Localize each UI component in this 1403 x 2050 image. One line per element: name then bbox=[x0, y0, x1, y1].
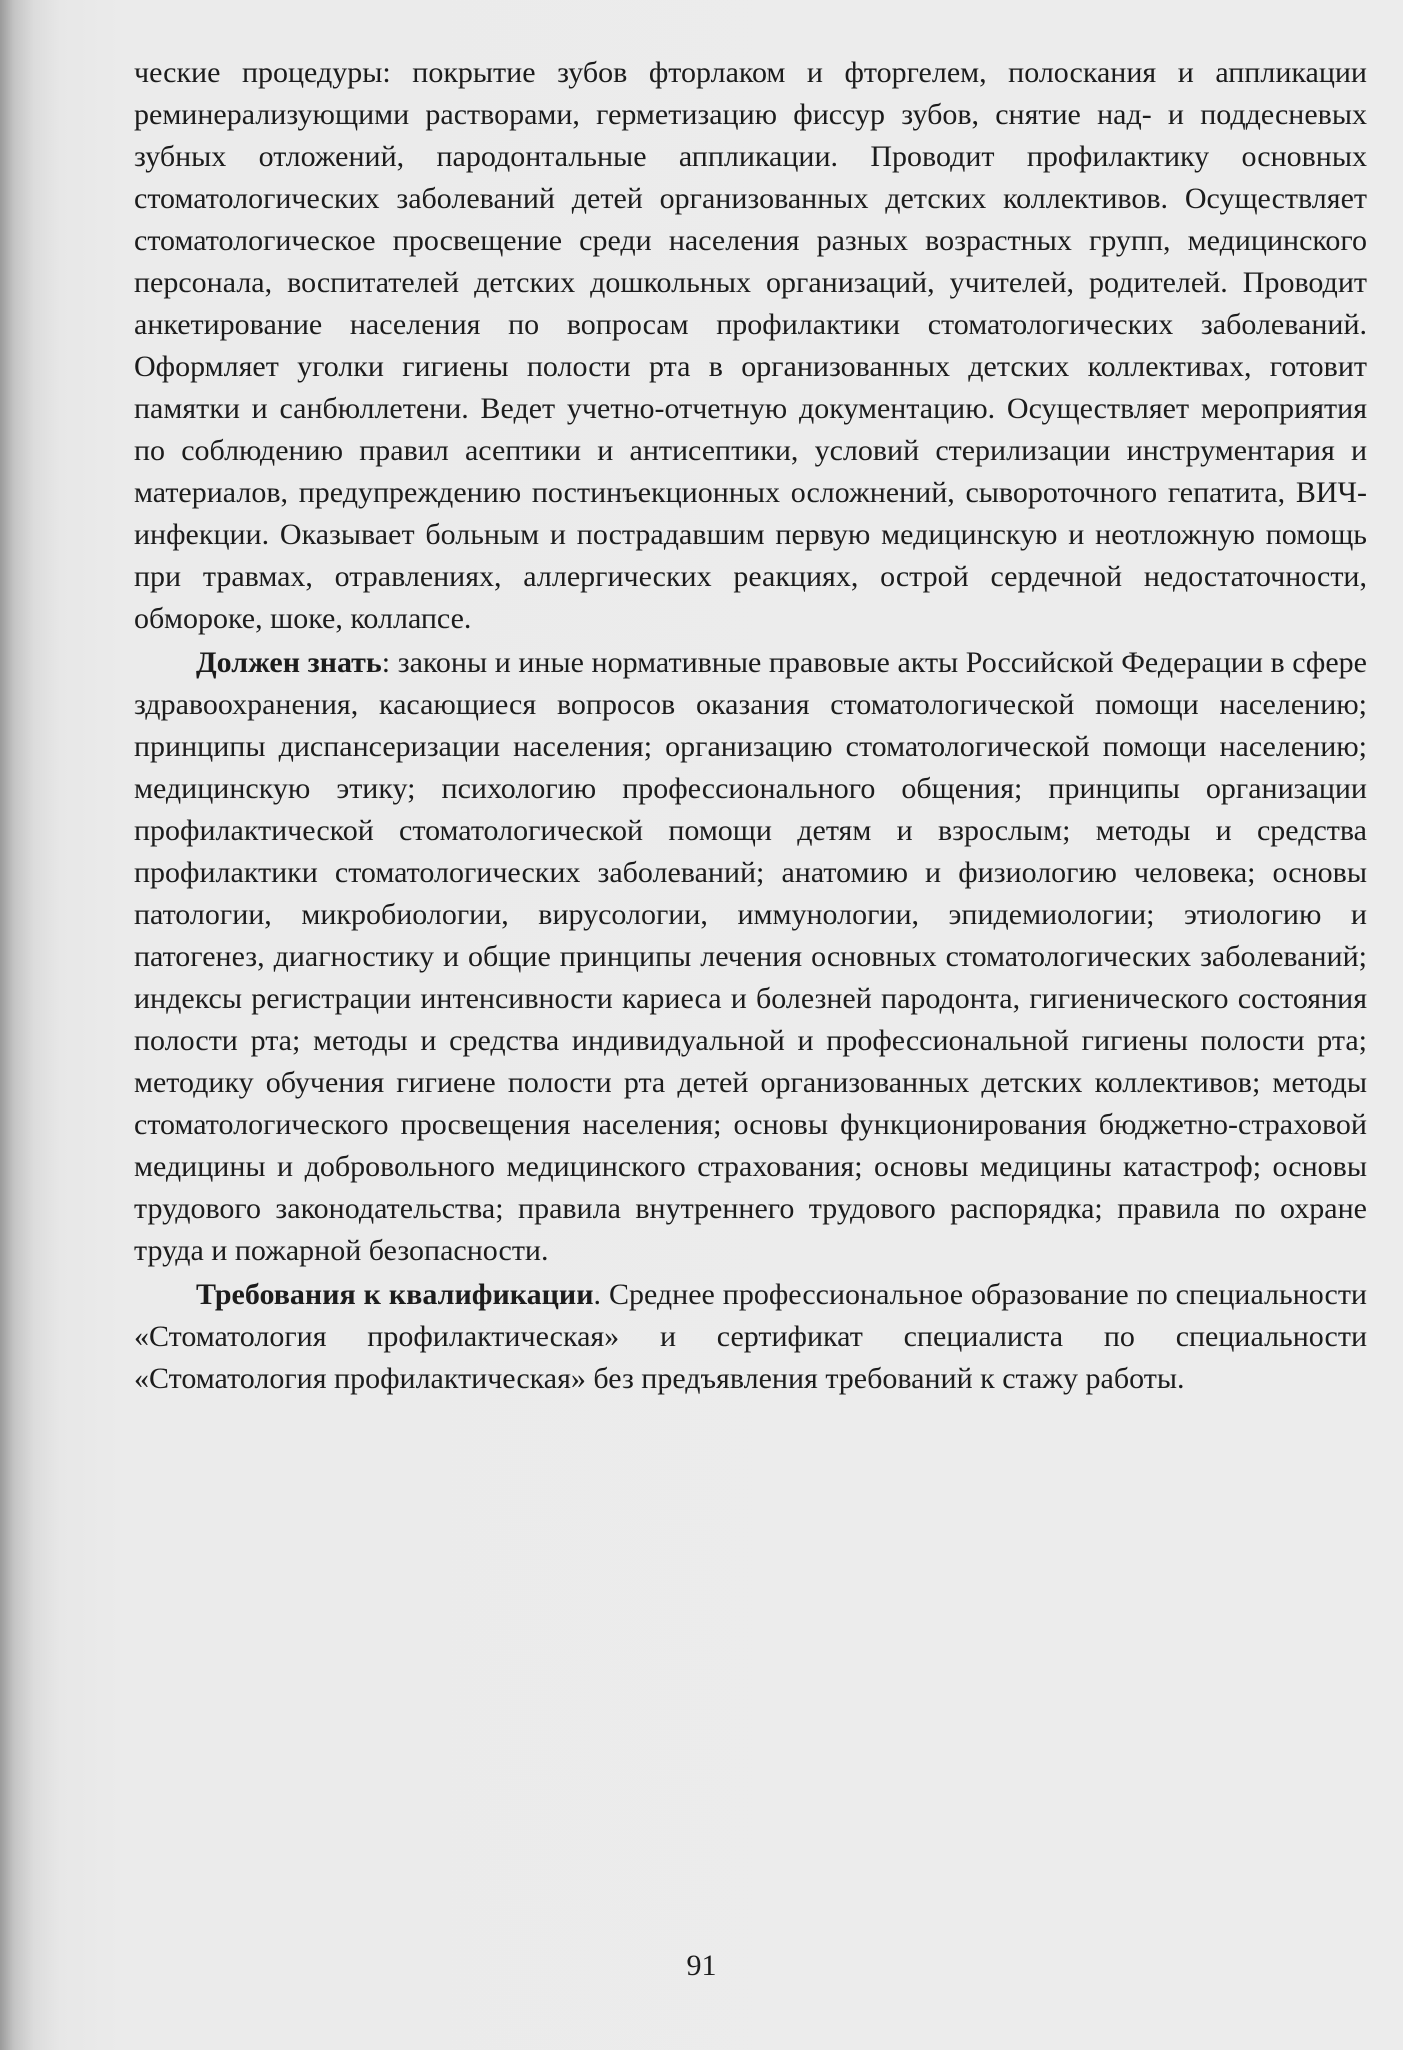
must-know-text: : законы и иные нормативные правовые акты Российской Федерации в сфере здравоохранения, касающиеся вопросов оказания стоматологической помощи населению; принципы диспансеризации населения; организацию стоматологической помощи населению; медицинскую этику; психологию профессионального общения; принципы организации профилактической стоматологической помощи детям и взрослым; методы и средства профилактики стоматологических заболеваний; анатомию и физиологию человека; основы патологии, микробиологии, вирусологии, иммунологии, эпидемиологии; этиологию и патогенез, диагностику и общие принципы лечения основных стоматологических заболеваний; индексы регистрации интенсивности кариеса и болезней пародонта, гигиенического состояния полости рта; методы и средства индивидуальной и профессиональной гигиены полости рта; методику обучения гигиене полости рта детей организованных детских коллективов; методы стоматологического просвещения населения; основы функционирования бюджетно-страховой медицины и добровольного медицинского страхования; основы медицины катастроф; основы трудового законодательства; правила внутреннего трудового распорядка; правила по охране труда и пожарной безопасности. bbox=[134, 646, 1367, 1267]
paragraph-qualification bbox=[134, 1274, 1367, 1400]
qualification-heading: Требования к квалификации bbox=[196, 1278, 594, 1311]
paragraph-must-know bbox=[134, 642, 1367, 1272]
must-know-heading: Должен знать bbox=[196, 646, 382, 679]
qualification-text: . Среднее профессиональное образование по специальности «Стоматология профилактическая» и сертификат специалиста по специальности «Стоматология профилактическая» без предъявления требований к стажу работы. bbox=[134, 1278, 1367, 1395]
duties-text: ческие процедуры: покрытие зубов фторлаком и фторгелем, полоскания и аппликации реминерализующими растворами, герметизацию фиссур зубов, снятие над- и поддесневых зубных отложений, пародонтальные аппликации. Проводит профилактику основных стоматологических заболеваний детей организованных детских коллективов. Осуществляет стоматологическое просвещение среди населения разных возрастных групп, медицинского персонала, воспитателей детских дошкольных организаций, учителей, родителей. Проводит анкетирование населения по вопросам профилактики стоматологических заболеваний. Оформляет уголки гигиены полости рта в организованных детских коллективах, готовит памятки и санбюллетени. Ведет учетно-отчетную документацию. Осуществляет мероприятия по соблюдению правил асептики и антисептики, условий стерилизации инструментария и материалов, предупреждению постинъекционных осложнений, сывороточного гепатита, ВИЧ-инфекции. Оказывает больным и пострадавшим первую медицинскую и неотложную помощь при травмах, отравлениях, аллергических реакциях, острой сердечной недостаточности, обмороке, шоке, коллапсе. bbox=[134, 56, 1367, 635]
page-number: 91 bbox=[686, 1949, 717, 1982]
paragraph-duties bbox=[134, 52, 1367, 640]
body-text bbox=[134, 52, 1367, 1400]
